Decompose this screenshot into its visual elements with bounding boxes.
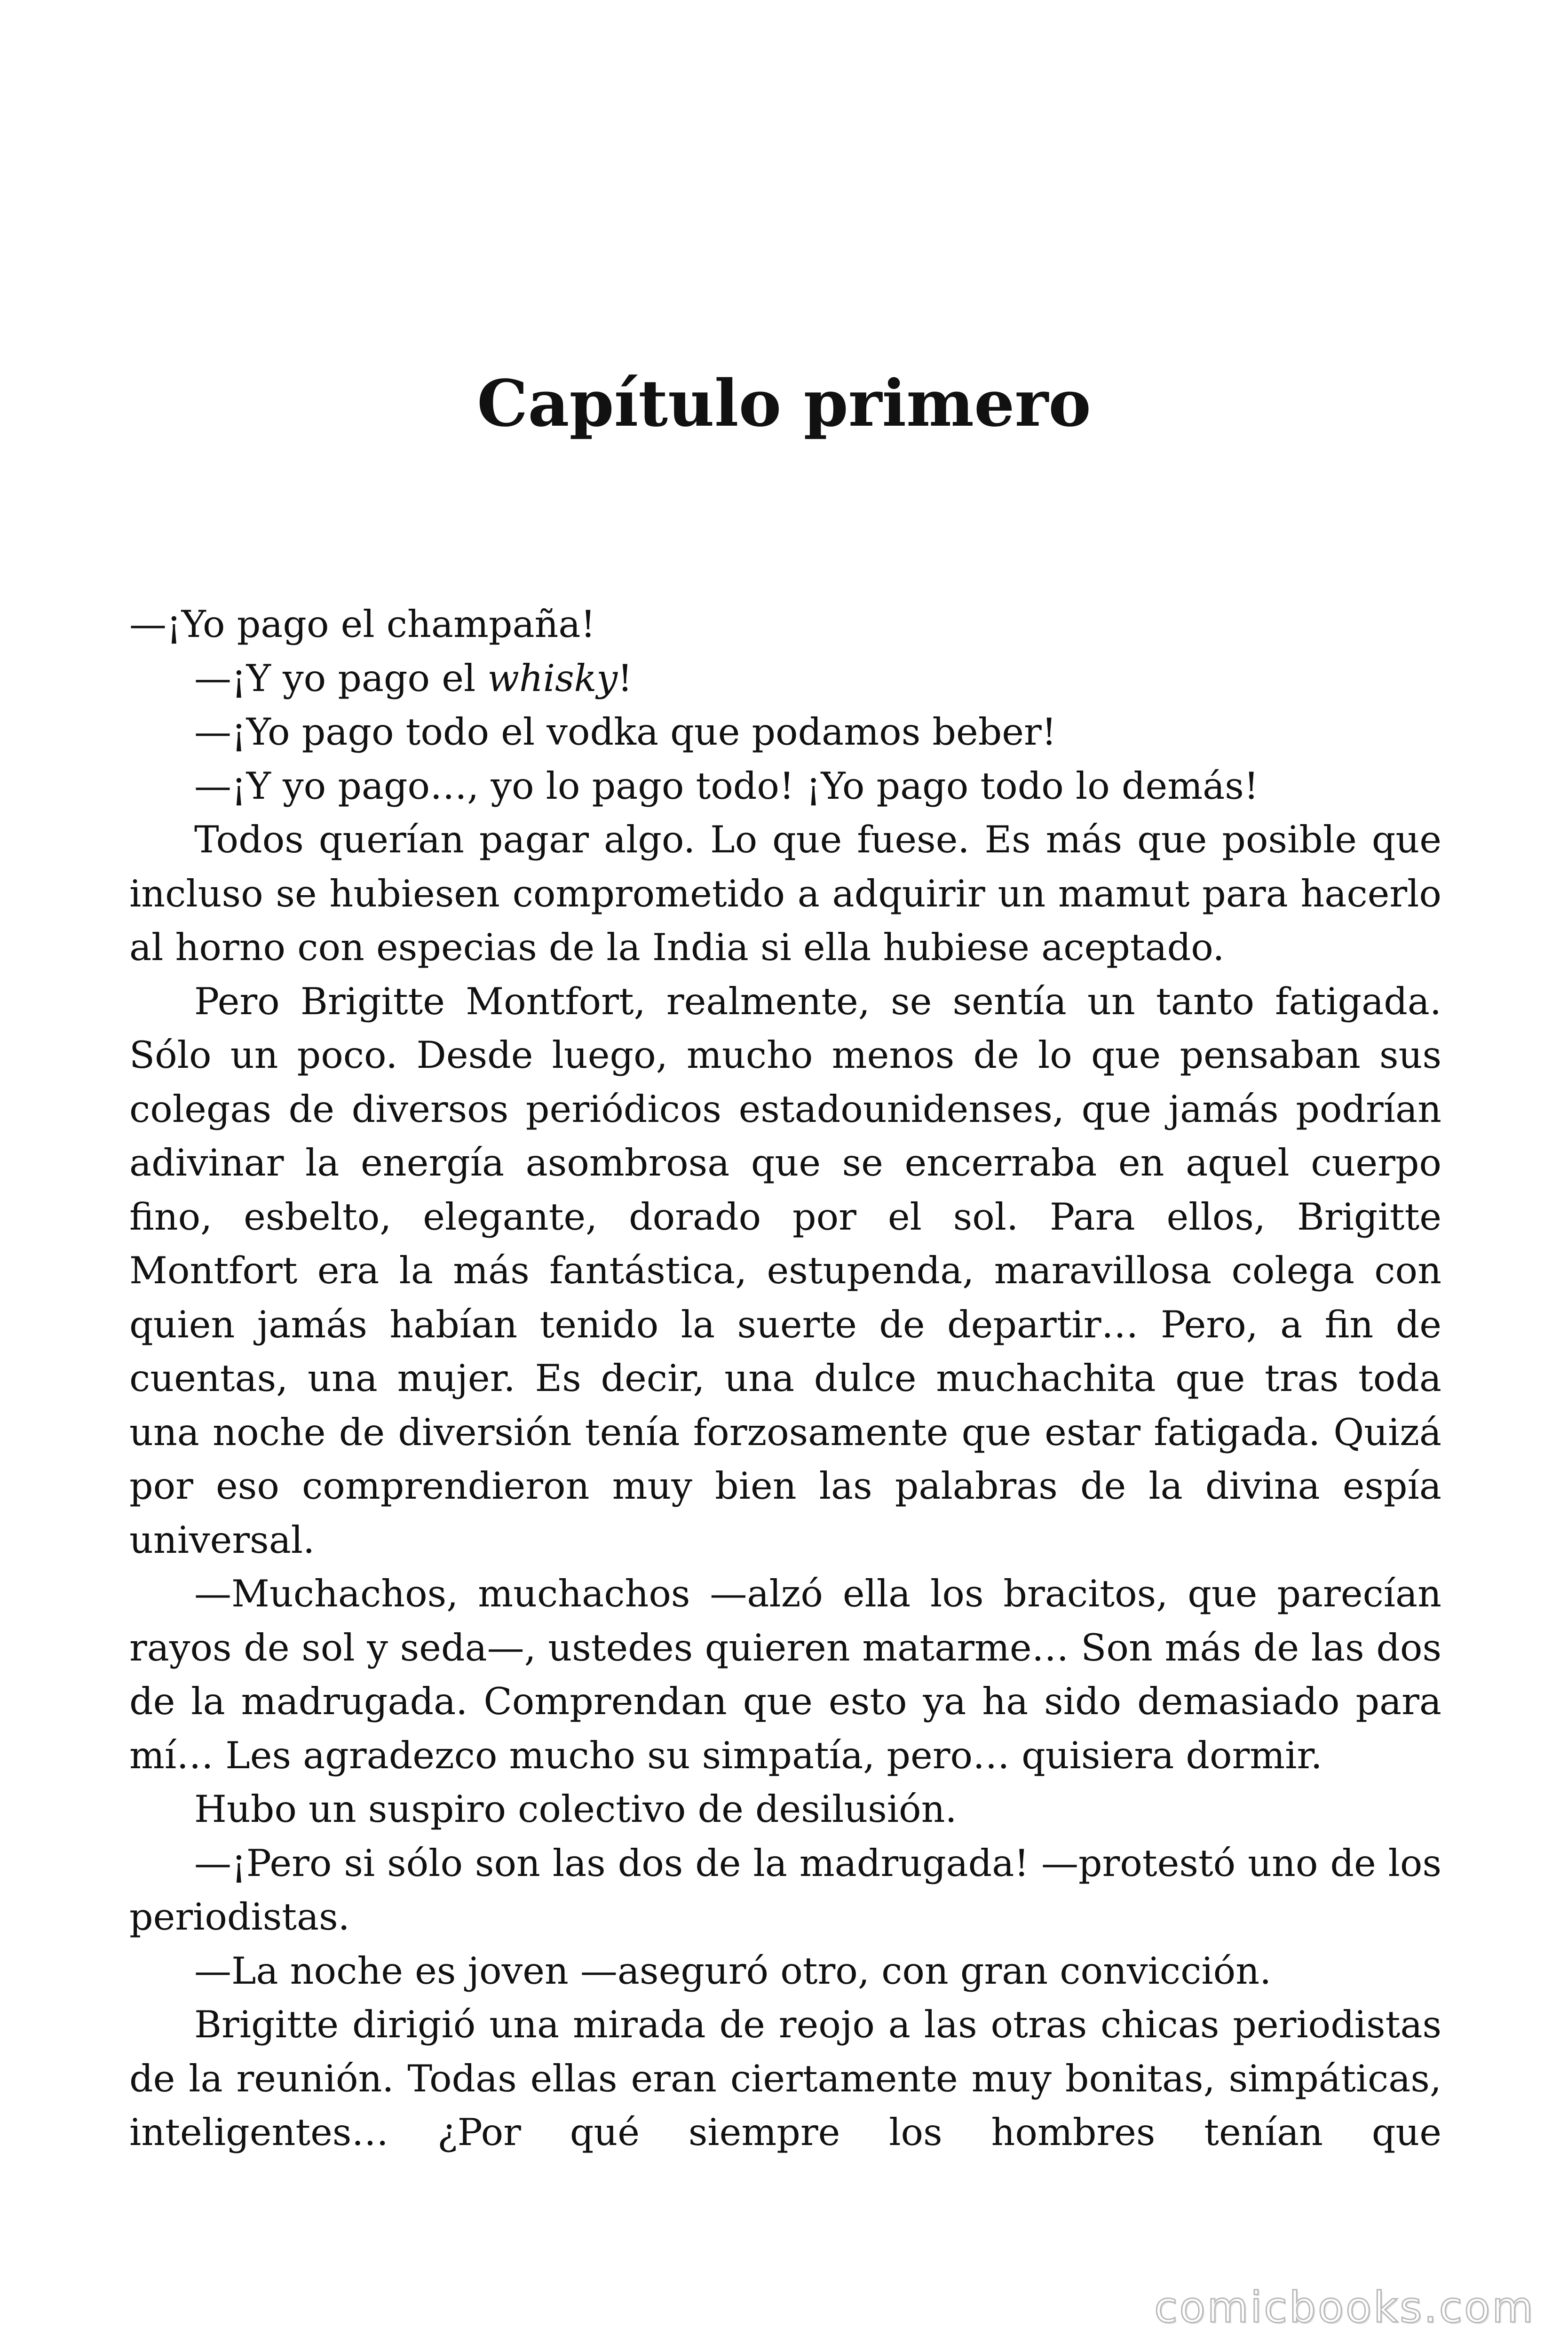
paragraph: —¡Yo pago el champaña! <box>129 603 596 646</box>
paragraph-text: —¡Y yo pago el <box>194 656 488 700</box>
paragraph-text: ! <box>618 656 633 700</box>
paragraph: —¡Yo pago todo el vodka que podamos beber! <box>194 710 1057 754</box>
paragraph <box>129 652 1441 706</box>
chapter-title: Capítulo primero <box>477 366 1091 441</box>
paragraph: Hubo un suspiro colectivo de desilusión. <box>194 1788 957 1831</box>
paragraph: Pero Brigitte Montfort, realmente, se sentía un tanto fatigada. Sólo un poco. Desde luego, mucho menos de lo que pensaban sus colegas de diversos periódicos estadounidenses, que jamás podrían adivinar la energía asombrosa que se encerraba en aquel cuerpo fino, esbelto, elegante, dorado por el sol. Para ellos, Brigitte Montfort era la más fantástica, estupenda, maravillosa colega con quien jamás habían tenido la suerte de departir… Pero, a fin de cuentas, una mujer. Es decir, una dulce muchachita que tras toda una noche de diversión tenía forzosamente que estar fatigada. Quizá por eso comprendieron muy bien las palabras de la divina espía universal. <box>129 979 1441 1562</box>
watermark: comicbooks.com <box>1154 2283 1535 2332</box>
paragraph: Todos querían pagar algo. Lo que fuese. Es más que posible que incluso se hubiesen comprometido a adquirir un mamut para hacerlo al horno con especias de la India si ella hubiese aceptado. <box>129 818 1441 969</box>
paragraph: —¡Pero si sólo son las dos de la madrugada! —protestó uno de los periodistas. <box>129 1841 1441 1939</box>
paragraph: —La noche es joven —aseguró otro, con gran convicción. <box>194 1949 1272 1993</box>
page-body <box>129 597 1441 2160</box>
paragraph: Brigitte dirigió una mirada de reojo a las otras chicas periodistas de la reunión. Todas ellas eran ciertamente muy bonitas, simpáticas, inteligentes… ¿Por qué siempre los hombres tenían que <box>129 2003 1441 2154</box>
paragraph: —Muchachos, muchachos —alzó ella los bracitos, que parecían rayos de sol y seda—, ustedes quieren matarme… Son más de las dos de la madrugada. Comprendan que esto ya ha sido demasiado para mí… Les agradezco mucho su simpatía, pero… quisiera dormir. <box>129 1572 1441 1777</box>
paragraph: —¡Y yo pago…, yo lo pago todo! ¡Yo pago todo lo demás! <box>194 764 1259 808</box>
paragraph-italic-text: whisky <box>487 656 618 700</box>
